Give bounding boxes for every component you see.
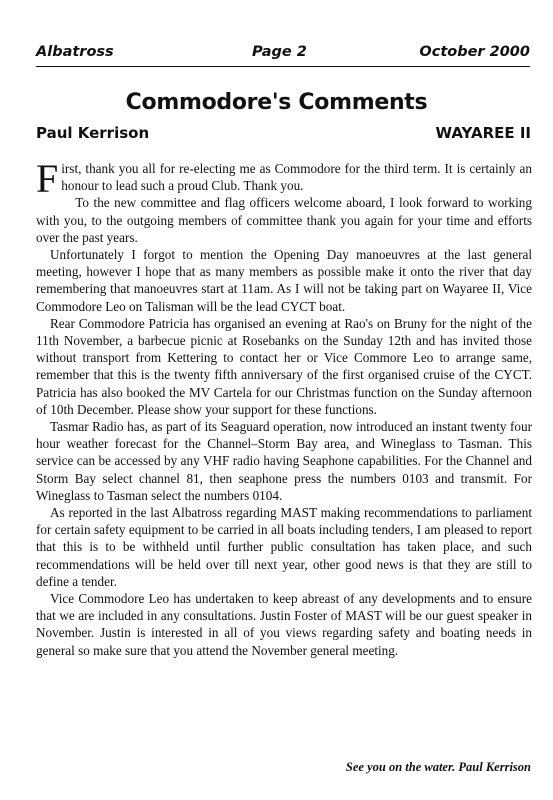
paragraph: Vice Commodore Leo has undertaken to keep abreast of any developments and to ensure that we are included in any consultations. Justin Foster of MAST will be our guest speaker in November. Justin is interested in all of you views regarding safety and boating needs in general so make sure that you attend the November general meeting. (36, 591, 532, 658)
paragraph: As reported in the last Albatross regarding MAST making recommendations to parliament for certain safety equipment to be carried in all boats including tenders, I am pleased to report that this is to be withheld until further public consultation has taken place, and such recommendations will be held over till next year, other good news is that they are still to define a tender. (36, 505, 532, 589)
paragraph: First, thank you all for re-electing me as Commodore for the third term. It is certainly an honour to lead such a proud Club. Thank you. (36, 156, 532, 201)
paragraph: Rear Commodore Patricia has organised an evening at Rao's on Bruny for the night of the 11th November, a barbecue picnic at Rosebanks on the Sunday 12th and has invited those without transport from Kettering to contact her or Vice Commore Leo to arrange same, remember that this is the twenty fifth anniversary of the first organised cruise of the CYCT. Patricia has also booked the MV Cartela for our Christmas function on the Sunday afternoon of 10th December. Please show your support for these functions. (36, 315, 532, 417)
page-number: Page 2 (252, 44, 307, 60)
article-body (36, 156, 532, 659)
drop-cap: F (36, 156, 59, 201)
signoff: See you on the water. Paul Kerrison (345, 760, 531, 774)
boat-name: WAYAREE II (435, 124, 531, 142)
article-author: Paul Kerrison (36, 124, 150, 142)
paragraph: To the new committee and flag officers welcome aboard, I look forward to working with you, to the outgoing members of committee thank you again for your time and efforts over the past years. (36, 195, 532, 245)
newsletter-name: Albatross (36, 44, 114, 60)
paragraph: Tasmar Radio has, as part of its Seaguard operation, now introduced an instant twenty four hour weather forecast for the Channel–Storm Bay area, and Wineglass to Tasman. This service can be accessed by any VHF radio having Seaphone capabilities. For the Channel and Storm Bay select channel 81, then seaphone press the numbers 0103 and transmit. For Wineglass to Tasman select the numbers 0104. (36, 419, 532, 503)
issue-date: October 2000 (419, 44, 530, 60)
paragraph: Unfortunately I forgot to mention the Opening Day manoeuvres at the last general meeting, however I hope that as many members as possible make it onto the river that day remembering that manoeuvres start at 11am. As I will not be taking part on Wayaree II, Vice Commodore Leo on Talisman will be the lead CYCT boat. (36, 247, 532, 314)
article-title: Commodore's Comments (125, 90, 428, 115)
page-header (36, 44, 530, 67)
